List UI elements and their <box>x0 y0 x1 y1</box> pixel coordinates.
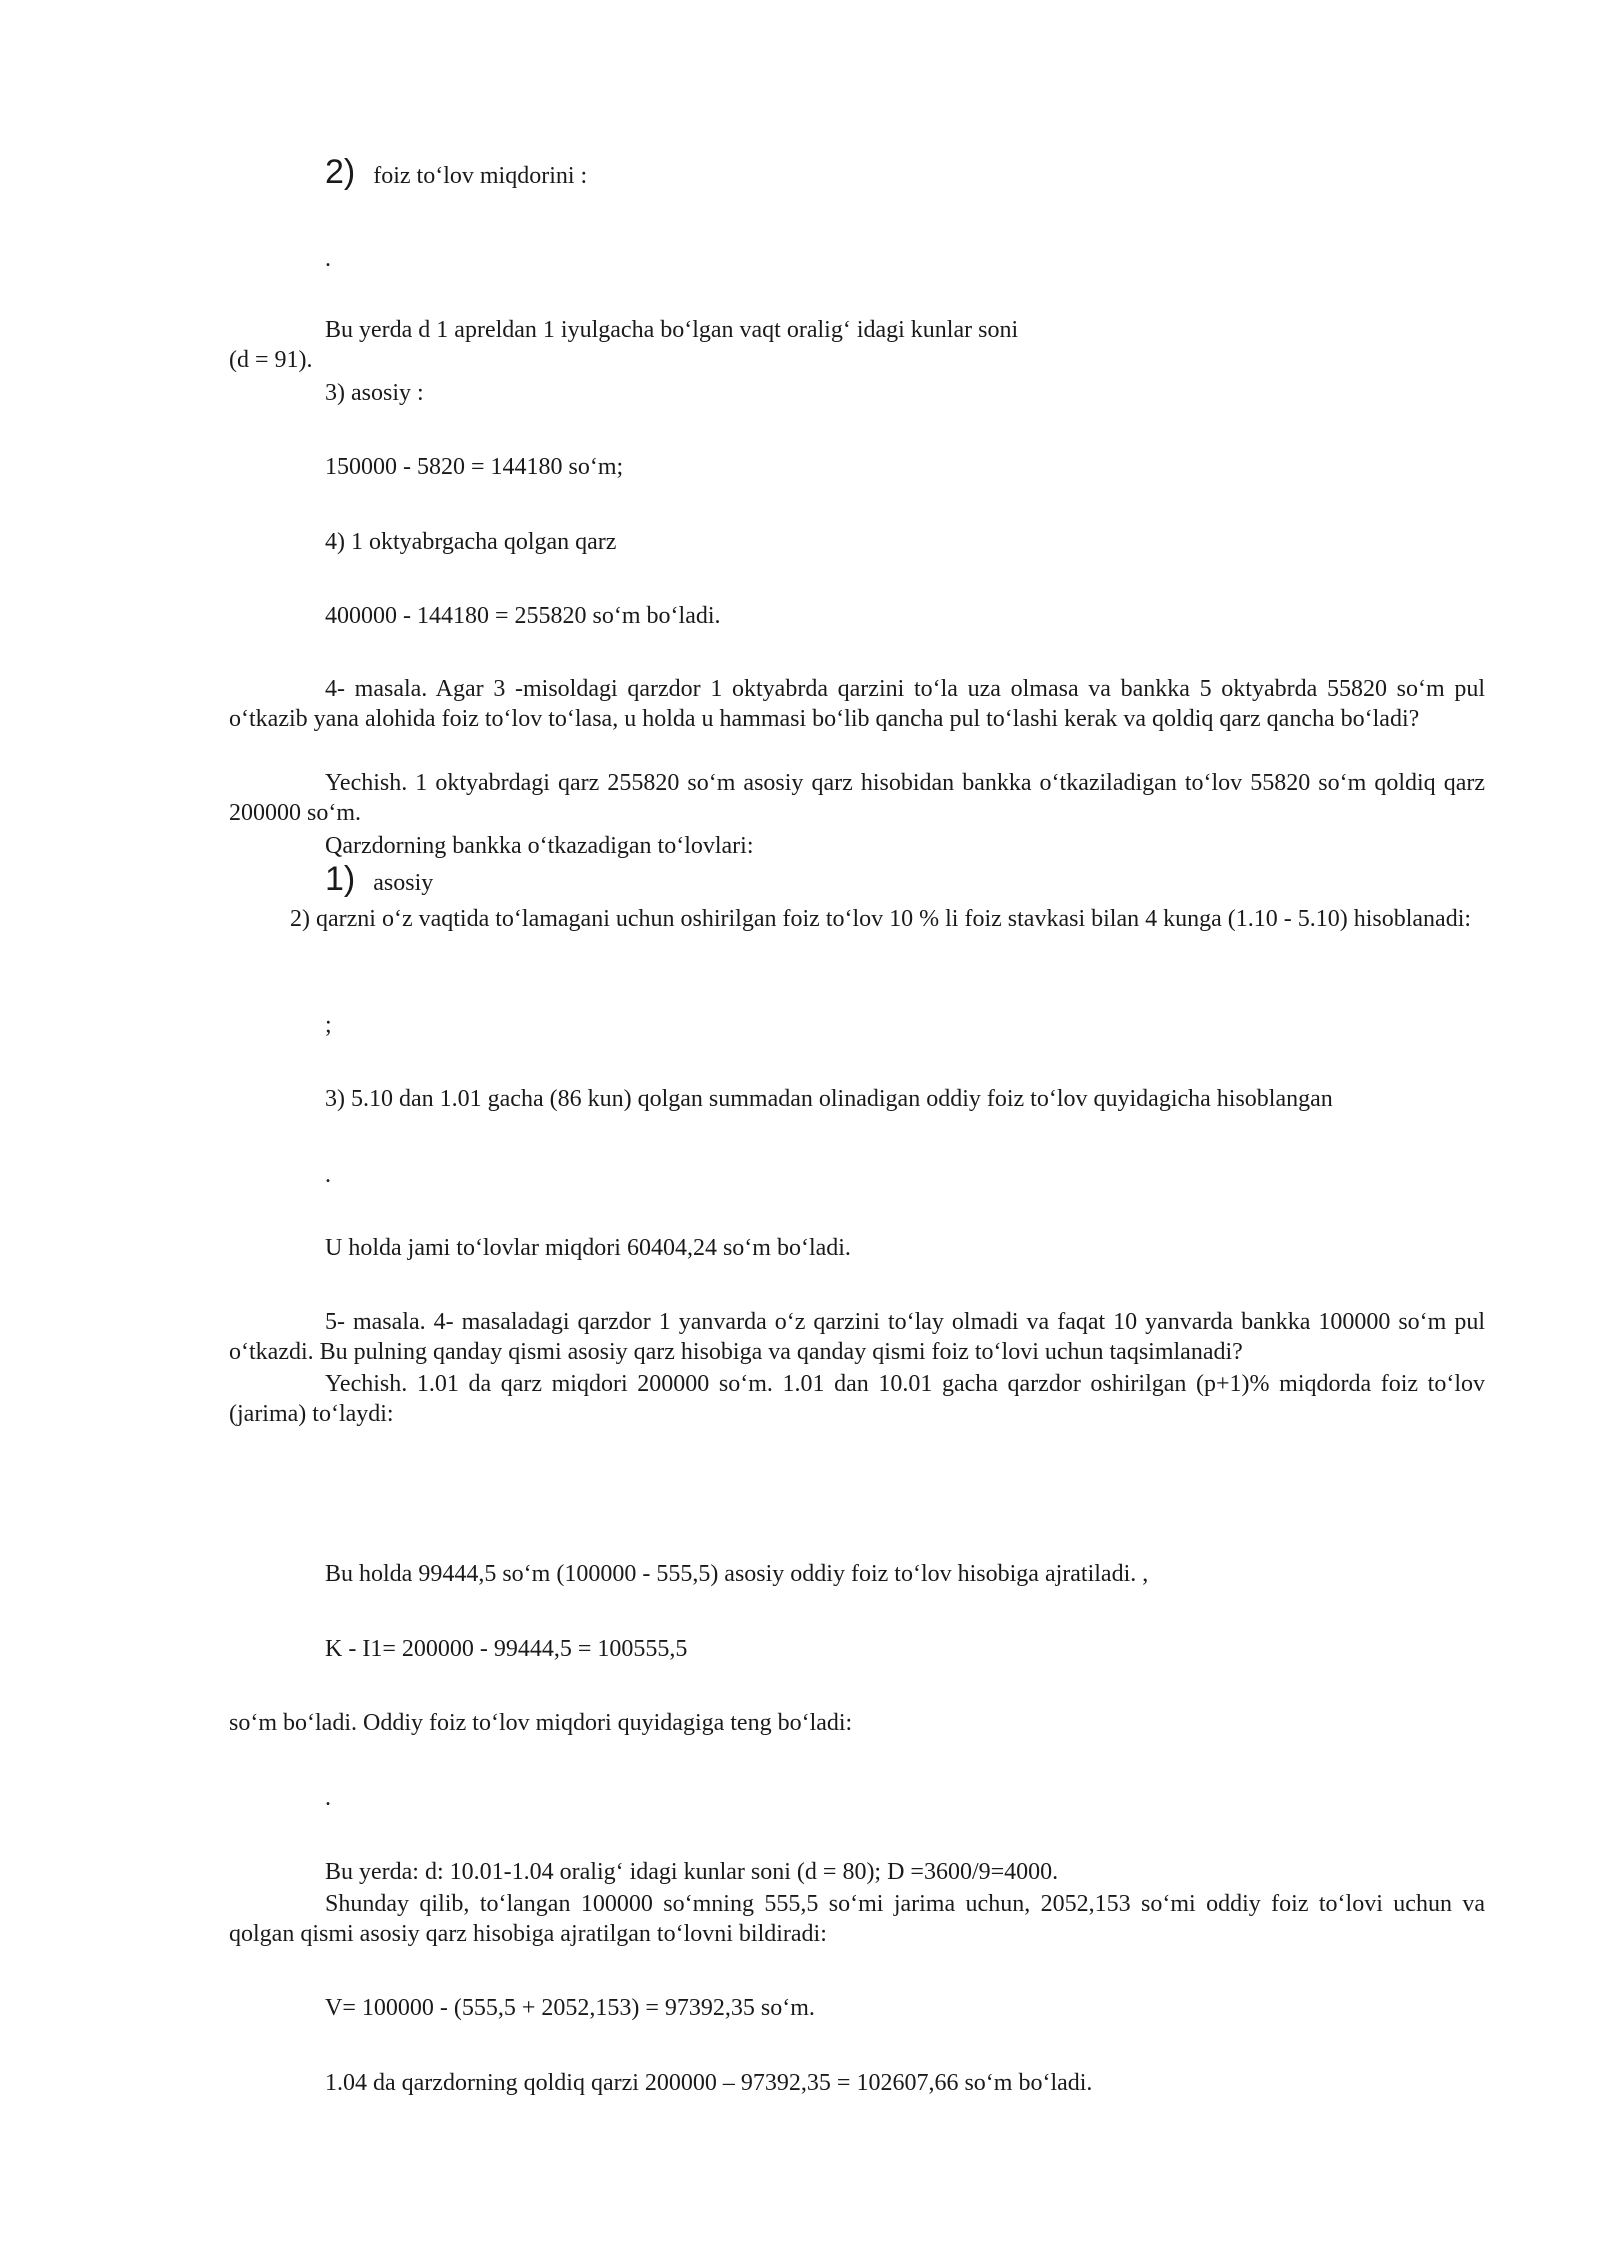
solution-paragraph: Yechish. 1 oktyabrdagi qarz 255820 so‘m asosiy qarz hisobidan bankka o‘tkaziladigan to‘lov 55820 so‘m qoldiq qarz 200000 so‘m. <box>229 770 1485 826</box>
list-item-2 <box>325 153 588 191</box>
formula-placeholder: . <box>325 1162 331 1188</box>
problem-4-paragraph: 4- masala. Agar 3 -misoldagi qarzdor 1 oktyabrda qarzini to‘la uza olmasa va bankka 5 oktyabrda 55820 so‘m pul o‘tkazib yana alohida foiz to‘lov to‘lasa, u holda u hammasi bo‘lib qancha pul to‘lashi kerak va qoldiq qarz qancha bo‘ladi? <box>229 676 1485 732</box>
list-text: foiz to‘lov miqdorini : <box>373 163 588 189</box>
text-line: 3) asosiy : <box>325 380 424 406</box>
equation-line: V= 100000 - (555,5 + 2052,153) = 97392,35 so‘m. <box>325 1995 815 2021</box>
list-item-1 <box>325 860 434 898</box>
text-line: Bu yerda: d: 10.01-1.04 oralig‘ idagi kunlar soni (d = 80); D =3600/9=4000. <box>325 1859 1059 1885</box>
list-number: 2) <box>325 153 356 191</box>
equation-line: 150000 - 5820 = 144180 so‘m; <box>325 454 624 480</box>
text-line: Qarzdorning bankka o‘tkazadigan to‘lovlari: <box>325 833 754 859</box>
text-line: U holda jami to‘lovlar miqdori 60404,24 so‘m bo‘ladi. <box>325 1235 851 1261</box>
list-number: 1) <box>325 860 356 898</box>
text-line: Bu yerda d 1 apreldan 1 iyulgacha bo‘lgan vaqt oralig‘ idagi kunlar soni <box>325 317 1019 343</box>
formula-placeholder: . <box>325 246 331 272</box>
text-line: (d = 91). <box>229 347 313 373</box>
text-line: so‘m bo‘ladi. Oddiy foiz to‘lov miqdori quyidagiga teng bo‘ladi: <box>229 1710 853 1736</box>
text-line: 4) 1 oktyabrgacha qolgan qarz <box>325 529 617 555</box>
equation-line: 400000 - 144180 = 255820 so‘m bo‘ladi. <box>325 603 721 629</box>
text-line: Bu holda 99444,5 so‘m (100000 - 555,5) asosiy oddiy foiz to‘lov hisobiga ajratiladi. , <box>325 1561 1149 1587</box>
text-paragraph: Shunday qilib, to‘langan 100000 so‘mning 555,5 so‘mi jarima uchun, 2052,153 so‘mi oddiy foiz to‘lovi uchun va qolgan qismi asosiy qarz hisobiga ajratilgan to‘lovni bildiradi: <box>229 1891 1485 1947</box>
text-paragraph: 2) qarzni o‘z vaqtida to‘lamagani uchun oshirilgan foiz to‘lov 10 % li foiz stavkasi bilan 4 kunga (1.10 - 5.10) hisoblanadi: <box>290 906 1472 932</box>
solution-paragraph: Yechish. 1.01 da qarz miqdori 200000 so‘m. 1.01 dan 10.01 gacha qarzdor oshirilgan (p+1)% miqdorda foiz to‘lov (jarima) to‘laydi: <box>229 1371 1485 1427</box>
text-line: 3) 5.10 dan 1.01 gacha (86 kun) qolgan summadan olinadigan oddiy foiz to‘lov quyidagicha hisoblangan <box>325 1086 1333 1112</box>
problem-5-paragraph: 5- masala. 4- masaladagi qarzdor 1 yanvarda o‘z qarzini to‘lay olmadi va faqat 10 yanvarda bankka 100000 so‘m pul o‘tkazdi. Bu pulning qanday qismi asosiy qarz hisobiga va qanday qismi foiz to‘lovi uchun taqsimlanadi? <box>229 1309 1485 1365</box>
formula-placeholder: . <box>325 1785 331 1811</box>
list-text: asosiy <box>373 870 434 896</box>
formula-placeholder: ; <box>325 1012 332 1038</box>
equation-line: 1.04 da qarzdorning qoldiq qarzi 200000 – 97392,35 = 102607,66 so‘m bo‘ladi. <box>325 2070 1093 2096</box>
equation-line: K - I1= 200000 - 99444,5 = 100555,5 <box>325 1636 688 1662</box>
